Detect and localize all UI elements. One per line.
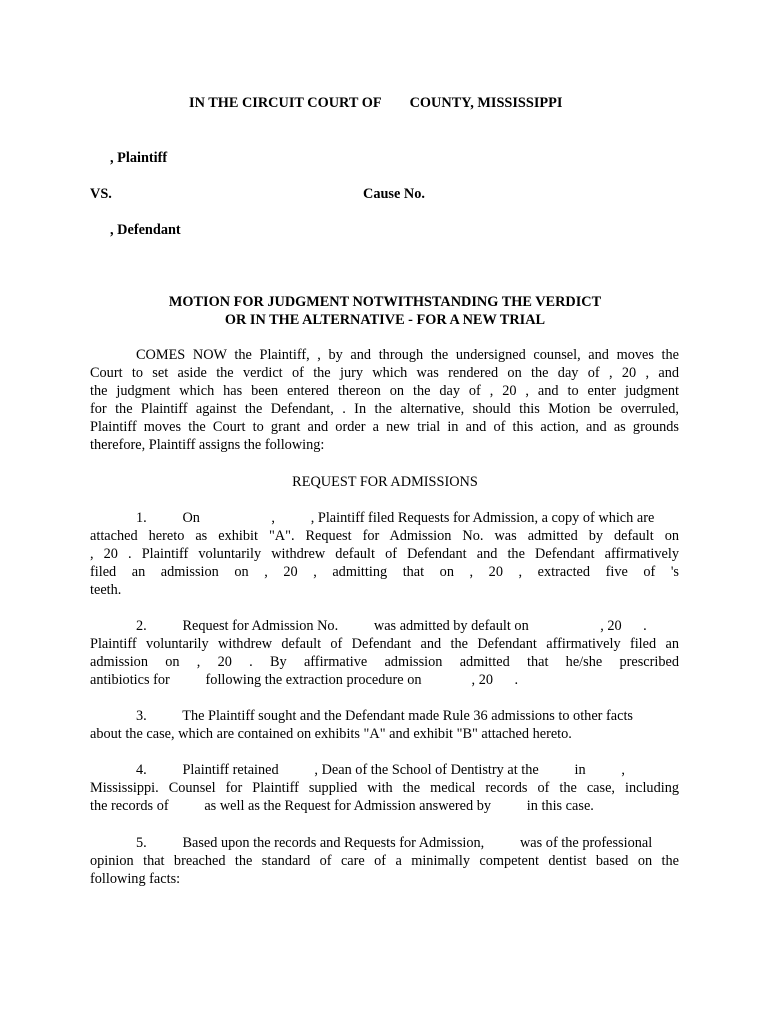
court-heading: IN THE CIRCUIT COURT OF COUNTY, MISSISSIPPI: [189, 95, 563, 111]
intro-line: COMES NOW the Plaintiff, , by and through the undersigned counsel, and moves the: [136, 347, 679, 363]
para5-line: 5. Based upon the records and Requests for Admission, was of the professional: [136, 835, 653, 851]
vs-label: VS.: [90, 186, 112, 202]
intro-line: Court to set aside the verdict of the jury which was rendered on the day of , 20 , and: [90, 365, 679, 381]
motion-title-line-1: MOTION FOR JUDGMENT NOTWITHSTANDING THE VERDICT: [168, 294, 602, 310]
intro-line: therefore, Plaintiff assigns the following:: [90, 437, 325, 453]
intro-line: Plaintiff moves the Court to grant and order a new trial in and of this action, and as grounds: [90, 419, 679, 435]
section-heading: REQUEST FOR ADMISSIONS: [292, 474, 478, 490]
motion-title-line-2: OR IN THE ALTERNATIVE - FOR A NEW TRIAL: [224, 312, 546, 328]
para2-line: 2. Request for Admission No. was admitted by default on , 20 .: [136, 618, 647, 634]
para3-line: about the case, which are contained on exhibits "A" and exhibit "B" attached hereto.: [90, 726, 572, 742]
para4-line: 4. Plaintiff retained , Dean of the School of Dentistry at the in ,: [136, 762, 625, 778]
para1-line: attached hereto as exhibit "A". Request for Admission No. was admitted by default on: [90, 528, 679, 544]
para5-line: opinion that breached the standard of care of a minimally competent dentist based on the: [90, 853, 679, 869]
para3-line: 3. The Plaintiff sought and the Defendant made Rule 36 admissions to other facts: [136, 708, 633, 724]
para2-line: Plaintiff voluntarily withdrew default of Defendant and the Defendant affirmatively filed an: [90, 636, 679, 652]
para1-line: , 20 . Plaintiff voluntarily withdrew default of Defendant and the Defendant affirmatively: [90, 546, 679, 562]
plaintiff-line: , Plaintiff: [110, 150, 168, 166]
para1-line: teeth.: [90, 582, 122, 598]
para1-line: 1. On , , Plaintiff filed Requests for Admission, a copy of which are: [136, 510, 655, 526]
para2-line: admission on , 20 . By affirmative admission admitted that he/she prescribed: [90, 654, 679, 670]
intro-line: the judgment which has been entered thereon on the day of , 20 , and to enter judgment: [90, 383, 679, 399]
para4-line: the records of as well as the Request for Admission answered by in this case.: [90, 798, 594, 814]
cause-number-label: Cause No.: [363, 186, 425, 202]
para1-line: filed an admission on , 20 , admitting that on , 20 , extracted five of 's: [90, 564, 679, 580]
para4-line: Mississippi. Counsel for Plaintiff supplied with the medical records of the case, including: [90, 780, 679, 796]
intro-line: for the Plaintiff against the Defendant, . In the alternative, should this Motion be overruled,: [90, 401, 679, 417]
para2-line: antibiotics for following the extraction procedure on , 20 .: [90, 672, 519, 688]
para5-line: following facts:: [90, 871, 181, 887]
defendant-line: , Defendant: [110, 222, 181, 238]
